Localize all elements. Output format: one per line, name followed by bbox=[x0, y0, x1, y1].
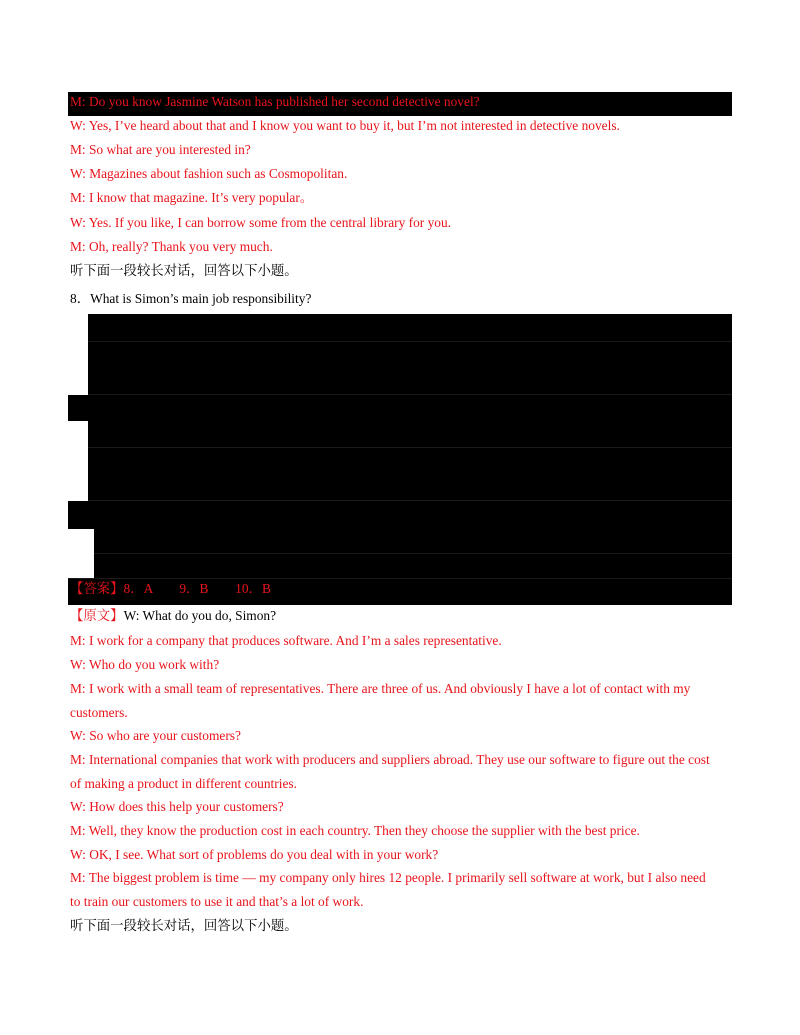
dialogue2-line: W: How does this help your customers? bbox=[70, 799, 284, 814]
redaction-divider bbox=[88, 500, 732, 501]
dialogue2-line: M: International companies that work with producers and suppliers abroad. They use our software to figure out the cost bbox=[70, 752, 710, 767]
dialogue2-line: M: I work with a small team of representatives. There are three of us. And obviously I have a lot of contact with my bbox=[70, 681, 691, 696]
dialogue1-line: M: Do you know Jasmine Watson has published her second detective novel? bbox=[70, 94, 480, 109]
dialogue1-line: M: I know that magazine. It’s very popular。 bbox=[70, 190, 314, 205]
dialogue2-line: W: Who do you work with? bbox=[70, 657, 220, 672]
question-8: 8．What is Simon’s main job responsibility? bbox=[70, 291, 312, 306]
dialogue1-line: M: So what are you interested in? bbox=[70, 142, 251, 157]
dialogue1-line: W: Yes. If you like, I can borrow some from the central library for you. bbox=[70, 215, 452, 230]
dialogue2-line: M: I work for a company that produces software. And I’m a sales representative. bbox=[70, 633, 502, 648]
dialogue2-line: of making a product in different countries. bbox=[70, 776, 297, 791]
redaction-block-4 bbox=[68, 501, 732, 529]
redaction-block-1 bbox=[88, 314, 732, 396]
redaction-divider bbox=[88, 341, 732, 342]
dialogue2-line: to train our customers to use it and that’s a lot of work. bbox=[70, 894, 364, 909]
dialogue1-line: W: Magazines about fashion such as Cosmopolitan. bbox=[70, 166, 348, 181]
dialogue2-line: M: The biggest problem is time — my company only hires 12 people. I primarily sell software at work, but I also need bbox=[70, 870, 706, 885]
instruction-text: 听下面一段较长对话，回答以下小题。 bbox=[70, 263, 298, 278]
redaction-divider bbox=[88, 447, 732, 448]
dialogue1-line: M: Oh, really? Thank you very much. bbox=[70, 239, 273, 254]
redaction-block-3 bbox=[88, 420, 732, 502]
redaction-block-2 bbox=[68, 395, 732, 421]
dialogue1-line: W: Yes, I’ve heard about that and I know you want to buy it, but I’m not interested in detective novels. bbox=[70, 118, 620, 133]
redaction-divider bbox=[88, 394, 732, 395]
original-first-line bbox=[70, 607, 276, 625]
redaction-block-5 bbox=[94, 528, 732, 580]
redaction-divider bbox=[68, 578, 732, 579]
dialogue2-line: M: Well, they know the production cost in each country. Then they choose the supplier with the best price. bbox=[70, 823, 640, 838]
dialogue2-line: W: What do you do, Simon? bbox=[123, 608, 277, 623]
instruction-text-end: 听下面一段较长对话，回答以下小题。 bbox=[70, 918, 298, 933]
redaction-divider bbox=[94, 553, 732, 554]
answer-line: 【答案】8．A 9．B 10．B bbox=[70, 581, 271, 596]
dialogue2-line: W: So who are your customers? bbox=[70, 728, 241, 743]
original-label: 【原文】 bbox=[70, 608, 124, 623]
dialogue2-line: customers. bbox=[70, 705, 128, 720]
dialogue2-line: W: OK, I see. What sort of problems do you deal with in your work? bbox=[70, 847, 439, 862]
